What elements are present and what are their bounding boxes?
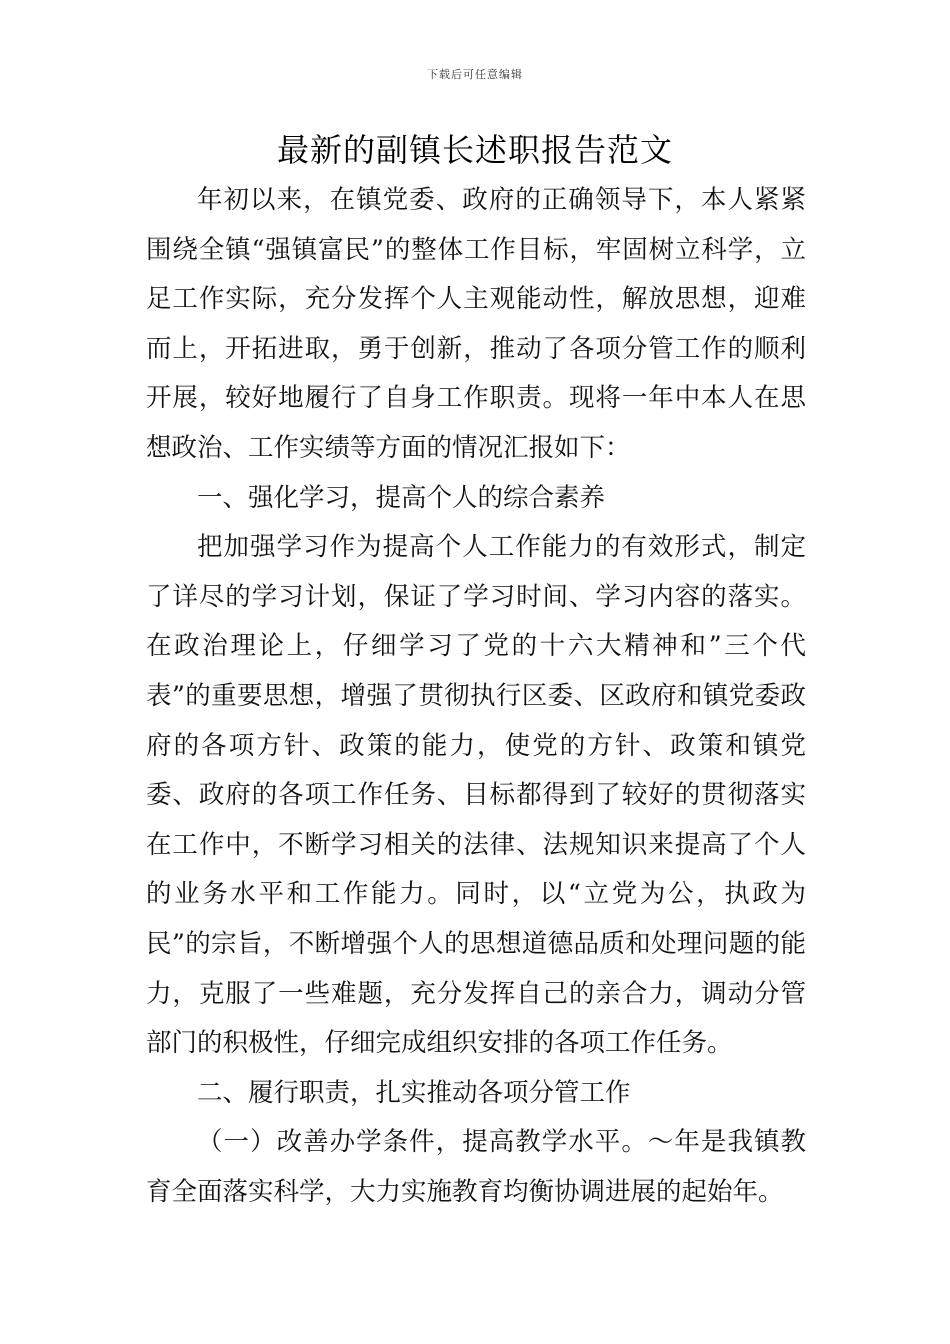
paragraph-study: 把加强学习作为提高个人工作能力的有效形式，制定了详尽的学习计划，保证了学习时间、学习内容的落实。在政治理论上，仔细学习了党的十六大精神和”三个代表”的重要思想，增强了贯彻执行区委、区政府和镇党委政府的各项方针、政策的能力，使党的方针、政策和镇党委、政府的各项工作任务、目标都得到了较好的贯彻落实在工作中，不断学习相关的法律、法规知识来提高了个人的业务水平和工作能力。同时，以“立党为公，执政为民”的宗旨，不断增强个人的思想道德品质和处理问题的能力，克服了一些难题，充分发挥自己的亲合力，调动分管部门的积极性，仔细完成组织安排的各项工作任务。 <box>146 532 806 1059</box>
paragraph-intro: 年初以来，在镇党委、政府的正确领导下，本人紧紧围绕全镇“强镇富民”的整体工作目标，牢固树立科学，立足工作实际，充分发挥个人主观能动性，解放思想，迎难而上，开拓进取，勇于创新，推动了各项分管工作的顺利开展，较好地履行了自身工作职责。现将一年中本人在思想政治、工作实绩等方面的情况汇报如下： <box>146 185 806 463</box>
paragraph-education: （一）改善办学条件，提高教学水平。～年是我镇教育全面落实科学，大力实施教育均衡协调进展的起始年。 <box>146 1127 806 1207</box>
section-heading-2: 二、履行职责，扎实推动各项分管工作 <box>197 1077 631 1108</box>
document-title: 最新的副镇长述职报告范文 <box>276 131 673 169</box>
section-heading-1: 一、强化学习，提高个人的综合素养 <box>197 482 606 513</box>
document-body <box>146 176 806 1217</box>
header-note: 下载后可任意编辑 <box>427 68 523 81</box>
